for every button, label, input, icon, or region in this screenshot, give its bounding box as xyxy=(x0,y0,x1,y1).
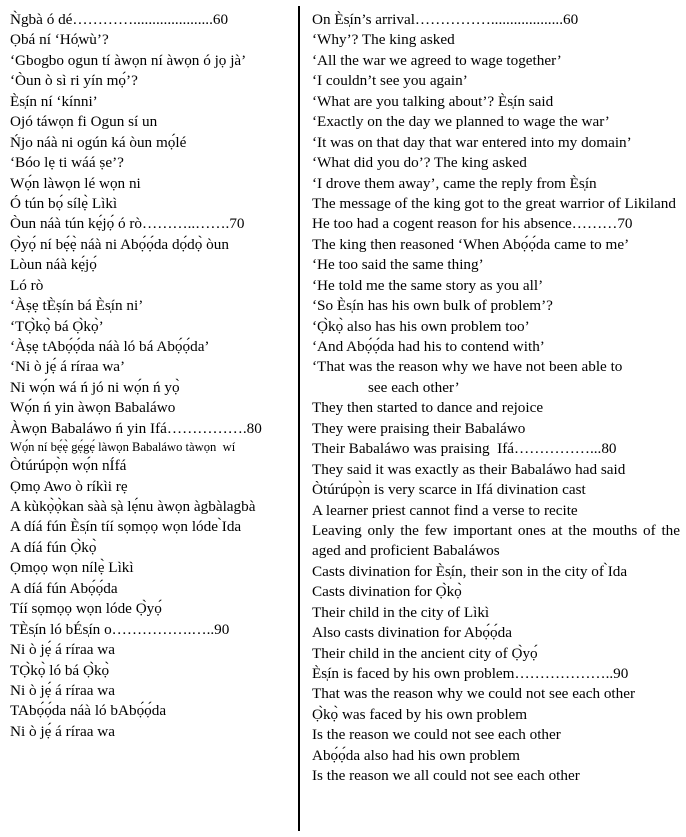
yoruba-text-line: Ès̩ín ní ‘kínni’ xyxy=(10,92,98,110)
yoruba-text-line: ‘Òun ò sì ri yín mọ́’? xyxy=(10,72,138,90)
yoruba-text-line: Ńjo náà ni ogún ká òun mọ́lé xyxy=(10,133,187,151)
yoruba-text-line: TÈs̩ín ló bÉs̩ín o…………….…..90 xyxy=(10,620,230,638)
yoruba-text-line: Ọ̀yọ́ ní bẹ́ẹ̀ náà ni Abọ́ọ́da dọ́dọ̀ òun xyxy=(10,235,229,253)
english-text-line: ‘What are you talking about’? Ès̩ín said xyxy=(312,92,554,110)
english-text-line: Casts divination for Ès̩ín, their son in the city of ̀Ida xyxy=(312,562,628,580)
english-text-line: ‘It was on that day that war entered into my domain’ xyxy=(312,133,632,151)
english-text-line: A learner priest cannot find a verse to recite xyxy=(312,501,578,519)
english-text-line: Is the reason we could not see each other xyxy=(312,726,561,744)
yoruba-text-line: TỌ̀kọ̀ ló bá Ọ̀kọ̀ xyxy=(10,661,110,679)
english-text-line: ‘What did you do’? The king asked xyxy=(312,154,527,172)
yoruba-text-line: ‘TỌ̀kọ̀ bá Ọ̀kọ̀’ xyxy=(10,317,104,335)
yoruba-text-line: Ọmọ Awo ò ríkìi rẹ xyxy=(10,477,128,495)
english-text-line: ‘I couldn’t see you again’ xyxy=(312,72,468,90)
english-text-line: Their child in the city of Lìkì xyxy=(312,603,490,621)
english-text-line: ‘So Ès̩ín has his own bulk of problem’? xyxy=(312,297,553,315)
yoruba-text-line: A díá fún Ès̩ín tíí sọmọọ wọn lóde ̀Ida xyxy=(10,518,242,536)
english-text-line: see each other’ xyxy=(368,378,460,396)
english-text-line: Òtúrúpọ̀n is very scarce in Ifá divination cast xyxy=(312,481,586,499)
yoruba-text-line: ‘Bóo lẹ ti wáá ṣe’? xyxy=(10,154,124,172)
yoruba-text-line: Ló rò xyxy=(10,276,44,294)
yoruba-text-line: Ni wọ́n wá ń jó ni wọ́n ń yọ̀ xyxy=(10,378,180,396)
yoruba-text-line: Wọ́n làwọn lé wọn ni xyxy=(10,174,141,192)
english-text-line: That was the reason why we could not see each other xyxy=(312,685,636,703)
yoruba-text-line: A díá fún Ọ̀kọ̀ xyxy=(10,538,97,556)
english-text-line: ‘And Abọ́ọ́da had his to contend with’ xyxy=(312,338,545,355)
english-text-line: Abọ́ọ́da also had his own problem xyxy=(312,746,520,764)
yoruba-text-line: A díá fún Abọ́ọ́da xyxy=(10,579,118,597)
yoruba-text-line: Ni ò jẹ́ á ríraa wa xyxy=(10,681,115,699)
yoruba-text-line: TAbọ́ọ́da náà ló bAbọ́ọ́da xyxy=(10,702,167,720)
english-text-line: On Ès̩ín’s arrival……………...................60 xyxy=(312,11,579,28)
right-text-column xyxy=(300,0,686,837)
english-text-line: Ọ̀kọ̀ was faced by his own problem xyxy=(312,705,528,723)
english-text-line: Leaving only the few important ones at the mouths of the aged and proficient Babaláwos xyxy=(312,521,684,560)
english-text-line: Their Babaláwo was praising Ifá……………...80 xyxy=(312,440,617,458)
yoruba-text-line: Tíí sọmọọ wọn lóde Ọ̀yọ́ xyxy=(10,600,162,618)
english-text-line: Is the reason we all could not see each other xyxy=(312,767,580,785)
english-text-line: ‘All the war we agreed to wage together’ xyxy=(312,51,562,69)
english-text-line: They then started to dance and rejoice xyxy=(312,399,544,417)
left-text-column xyxy=(0,0,298,837)
english-text-line: They were praising their Babaláwo xyxy=(312,419,526,437)
yoruba-text-line: Ọmọọ wọn nílẹ̀ Lìkì xyxy=(10,559,134,577)
yoruba-text-line: Ni ò jẹ́ á ríraa wa xyxy=(10,722,115,740)
yoruba-text-line: ‘Àṣẹ tÈṣín bá Ès̩ín ni’ xyxy=(10,297,144,315)
english-text-line: Also casts divination for Abọ́ọ́da xyxy=(312,624,512,642)
yoruba-text-line: Wọ́n ní bẹ́ẹ̀ gẹ́gẹ́ làwọn Babaláwo tàwọn wí xyxy=(10,440,236,455)
english-text-line: He too had a cogent reason for his absence………70 xyxy=(312,215,633,233)
yoruba-text-line: ‘Gbogbo ogun tí àwọn ní àwọn ó jọ jà’ xyxy=(10,51,247,69)
english-text-line: ‘That was the reason why we have not been able to xyxy=(312,358,623,376)
yoruba-text-line: ‘Àṣẹ tAbọ́ọ́da náà ló bá Abọ́ọ́da’ xyxy=(10,338,210,355)
english-text-line: ‘Why’? The king asked xyxy=(312,31,455,49)
yoruba-text-line: Ọbá ní ‘Hó̩wù’? xyxy=(10,31,109,49)
yoruba-text-line: Ó tún bọ́ sílẹ̀ Lìkì xyxy=(10,194,118,212)
english-text-line: The message of the king got to the great warrior of Likiland xyxy=(312,194,676,212)
english-text-line: Casts divination for Ọ̀kọ̀ xyxy=(312,583,462,601)
yoruba-text-line: Ǹgbà ó dé………….....................60 xyxy=(10,11,229,28)
yoruba-text-line: Àwọn Babaláwo ń yin Ifá…………….80 xyxy=(10,419,262,437)
english-text-line: ‘I drove them away’, came the reply from Ès̩ín xyxy=(312,174,597,192)
english-text-line: ‘He too said the same thing’ xyxy=(312,256,484,274)
english-text-line: ‘Ọ̀kọ̀ also has his own problem too’ xyxy=(312,317,530,335)
yoruba-text-line: Wọ́n ń yin àwọn Babaláwo xyxy=(10,399,176,417)
english-text-line: Ès̩ín is faced by his own problem………………..90 xyxy=(312,665,629,682)
yoruba-text-line: Òun náà tún kẹ́jọ́ ó rò………..…….70 xyxy=(10,215,245,233)
english-text-line: The king then reasoned ‘When Abọ́ọ́da came to me’ xyxy=(312,235,630,253)
yoruba-text-line: Òtúrúpọ̀n wọ́n nÍfá xyxy=(10,457,127,475)
english-text-line: Their child in the ancient city of Ọ̀yọ́ xyxy=(312,644,538,662)
english-text-line: They said it was exactly as their Babaláwo had said xyxy=(312,460,626,478)
yoruba-text-line: ‘Ni ò jẹ́ á ríraa wa’ xyxy=(10,358,126,376)
yoruba-text-line: Lòun náà kẹ́jọ́ xyxy=(10,256,97,274)
english-text-line: ‘He told me the same story as you all’ xyxy=(312,276,544,294)
yoruba-text-line: A kùkọ̀ọ̀kan sàà s̩à lẹ́nu àwọn àgbàlagbà xyxy=(10,498,256,515)
yoruba-text-line: Ni ò jẹ́ á ríraa wa xyxy=(10,641,115,659)
english-text-line: ‘Exactly on the day we planned to wage the war’ xyxy=(312,113,610,131)
yoruba-text-line: Ojó táwọn fi Ogun sí un xyxy=(10,113,158,131)
